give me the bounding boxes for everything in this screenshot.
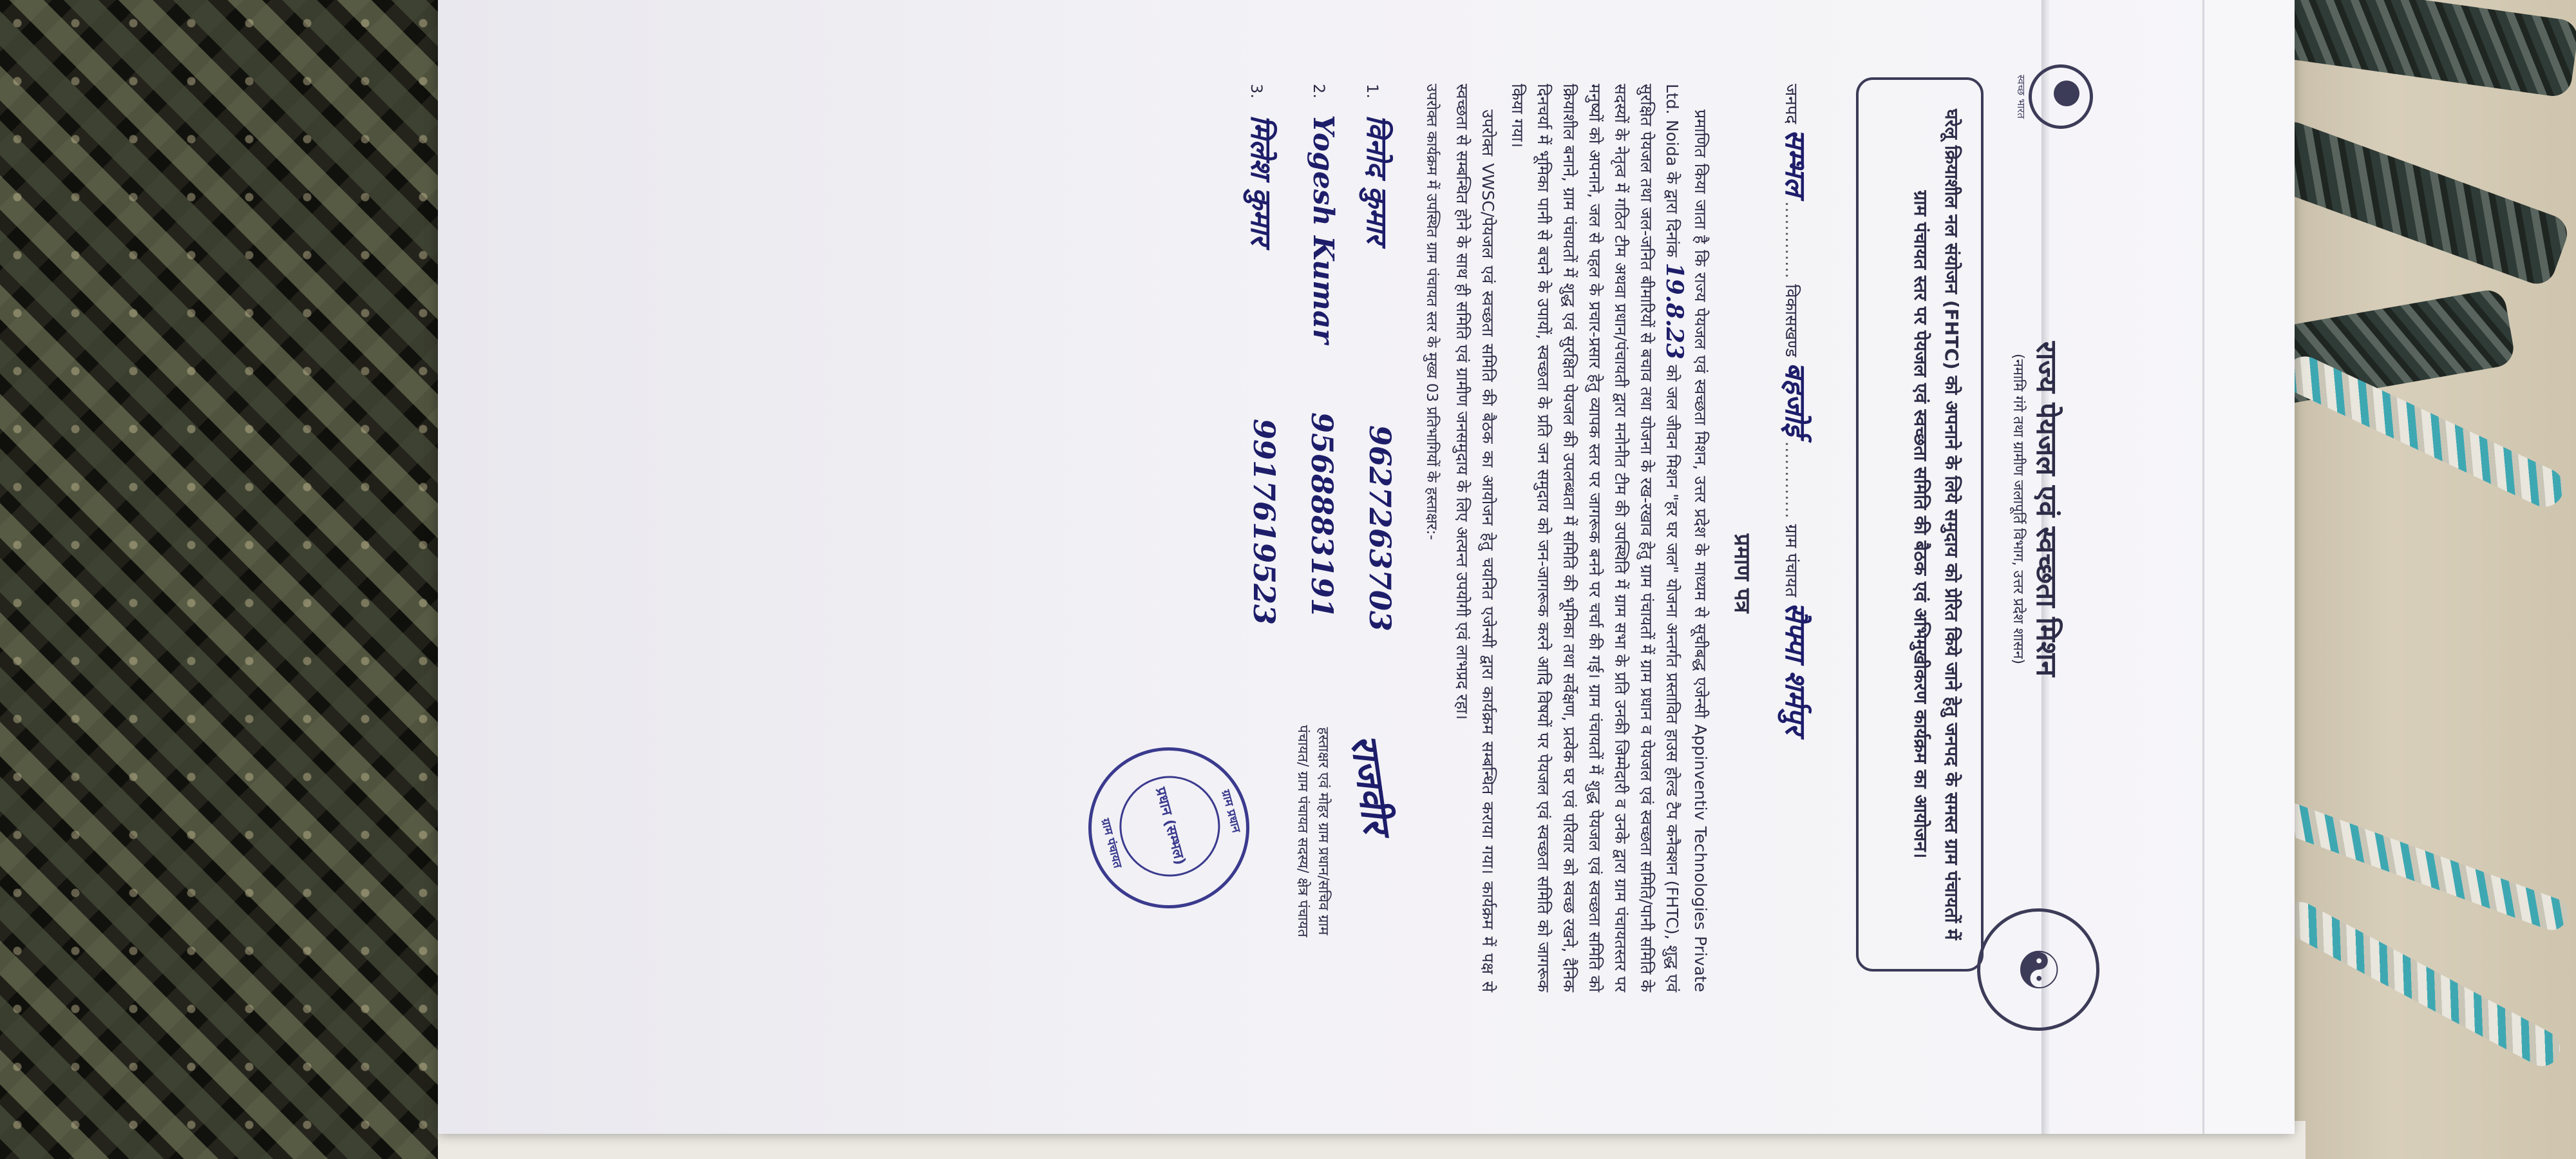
certificate-title: प्रमाण पत्र <box>1729 533 1755 613</box>
logo-left-caption: स्वच्छ भारत <box>2015 74 2027 119</box>
para1-end: को जल जीवन मिशन "हर घर जल" योजना अन्तर्गत प्रस्तावित हाउस होल्ड टैप कनैक्शन (FHTC), शुद्ध एवं सुरक्षित पेयजल तथा जल-जनित बीमारियों से बचाव तथा योजना के रख-रखाव हेतु ग्राम पंचायतों में ग्राम प्रधान व पेयजल एवं स्वच्छता समिति/पानी समिति के सदस्यों के नेतृत्व में गठित टीम अथवा प्रधान/पंचायती द्वारा मनोनीत टीम की उपस्थिति में ग्राम सभा के प्रति उनकी जिम्मेदारी व उनके द्वारा ग्राम पंचायतस्तर पर मनुष्यों को अपनाने, जल से पहल के प्रचार-प्रसार हेतु व्यापक स्तर पर जागरूक बनने पर चर्चा की गई। ग्राम पंचायतों में शुद्ध पेयजल एवं स्वच्छता समिति को क्रियाशील बनाने, ग्राम पंचायतों में शुद्ध एवं सुरक्षित पेयजल की उपलब्धता में समिति की भूमिका तथा सर्वेक्षण, प्रत्येक घर एवं परिवार को स्वच्छ रखने, दैनिक दिनचर्या में भूमिका पानी से बचने के उपायों, स्वच्छता के प्रति जन समुदाय को जन-जागरूक करने आदि विषयों पर पेयजल एवं स्वच्छता समिति को जागरूक किया गया। <box>1508 84 1681 992</box>
programme-heading: घरेलू क्रियाशील नल संयोजन (FHTC) को अपनाने के लिये समुदाय को प्रेरित किये जाने हेतु जनपद के समस्त ग्राम पंचायतों में ग्राम पंचायत स्तर पर पेयजल एवं स्वच्छता समिति की बैठक एवं अभिमुखीकरण कार्यक्रम का आयोजन। <box>1910 109 1962 940</box>
cot-texture <box>0 0 451 1159</box>
participant-1-phone: 9627263703 <box>1363 425 1397 632</box>
block-label: विकासखण्ड <box>1781 284 1801 358</box>
signature-caption: हस्ताक्षर एवं मोहर ग्राम प्रधान/सचिव ग्राम पंचायत/ ग्राम पंचायत सदस्य/ क्षेत्र पंचायत <box>1294 725 1331 937</box>
org-subtitle: (नमामि गंगे तथा ग्रामीण जलापूर्ति विभाग, उत्तर प्रदेश शासन) <box>2010 353 2026 665</box>
pradhan-signature: राजवीर <box>1341 732 1399 836</box>
participant-3-phone: 9917619523 <box>1247 419 1282 626</box>
jal-jeevan-mission-logo-icon: ☯ <box>1977 908 2099 1031</box>
stamp-ring-top: ग्राम प्रधान <box>1218 788 1244 834</box>
participant-1-num: 1. <box>1363 84 1381 99</box>
panchayat-label: ग्राम पंचायत <box>1781 524 1801 597</box>
participant-2-phone: 9568883191 <box>1305 412 1340 619</box>
participant-1-name: विनोद कुमार <box>1360 115 1393 244</box>
letterhead <box>1971 26 2138 1121</box>
official-stamp <box>1070 729 1267 926</box>
participant-3-num: 3. <box>1247 84 1265 99</box>
block-value: बहजोई <box>1779 362 1812 436</box>
body-paragraph-2: उपरोक्त VWSC/पेयजल एवं स्वच्छता समिति की बैठक का आयोजन हेतु चयनित एजेन्सी द्वारा कार्यक्रम सम्बन्धित कराया गया। कार्यक्रम में पक्ष से स्वच्छता से सम्बन्धित होने के साथ ही समिति एवं ग्रामीण जनसमुदाय के लिए अत्यन्त उपयोगी एवं लाभप्रद रहा। <box>1453 84 1497 992</box>
stamp-center: प्रधान (सम्भल) <box>1108 765 1231 888</box>
body-paragraph-1 <box>1504 84 1713 992</box>
meeting-date: 19.8.23 <box>1661 262 1688 359</box>
programme-heading-box <box>1856 77 1984 972</box>
participant-3 <box>1243 84 1282 245</box>
stamp-ring-bottom: ग्राम पंचायत <box>1098 817 1125 870</box>
certificate-page <box>528 26 2138 1121</box>
para1-start: प्रमाणित किया जाता है कि राज्य पेयजल एवं स्वच्छता मिशन, उत्तर प्रदेश के माध्यम से सूचीबद्ध एजेन्सी Appinventiv Technologies Private Ltd. Noida के द्वारा दिनांक <box>1663 84 1710 992</box>
participant-2-name: Yogesh Kumar <box>1307 115 1340 344</box>
panchayat-value: सैफ्पा शर्मपुर <box>1779 602 1812 735</box>
paper-back-sheet <box>2202 0 2295 1134</box>
participant-3-name: मिलेश कुमार <box>1244 115 1277 245</box>
participant-2-num: 2. <box>1310 84 1328 99</box>
certificate-body <box>1445 84 1713 992</box>
swachh-bharat-logo-icon <box>2029 64 2093 129</box>
participant-1 <box>1359 84 1397 244</box>
location-line: जनपद सम्भल ............. विकासखण्ड बहजोई ............. ग्राम पंचायत सैफ्पा शर्मपुर <box>1779 84 1812 735</box>
participant-2 <box>1307 84 1340 344</box>
attendance-heading: उपरोक्त कार्यक्रम में उपस्थित ग्राम पंचायत स्तर के मुख्य 03 प्रतिभागियों के हस्ताक्षर:- <box>1423 84 1440 541</box>
org-title: राज्य पेयजल एवं स्वच्छता मिशन <box>2030 341 2063 677</box>
district-label: जनपद <box>1781 84 1801 124</box>
district-value: सम्भल <box>1779 129 1812 196</box>
